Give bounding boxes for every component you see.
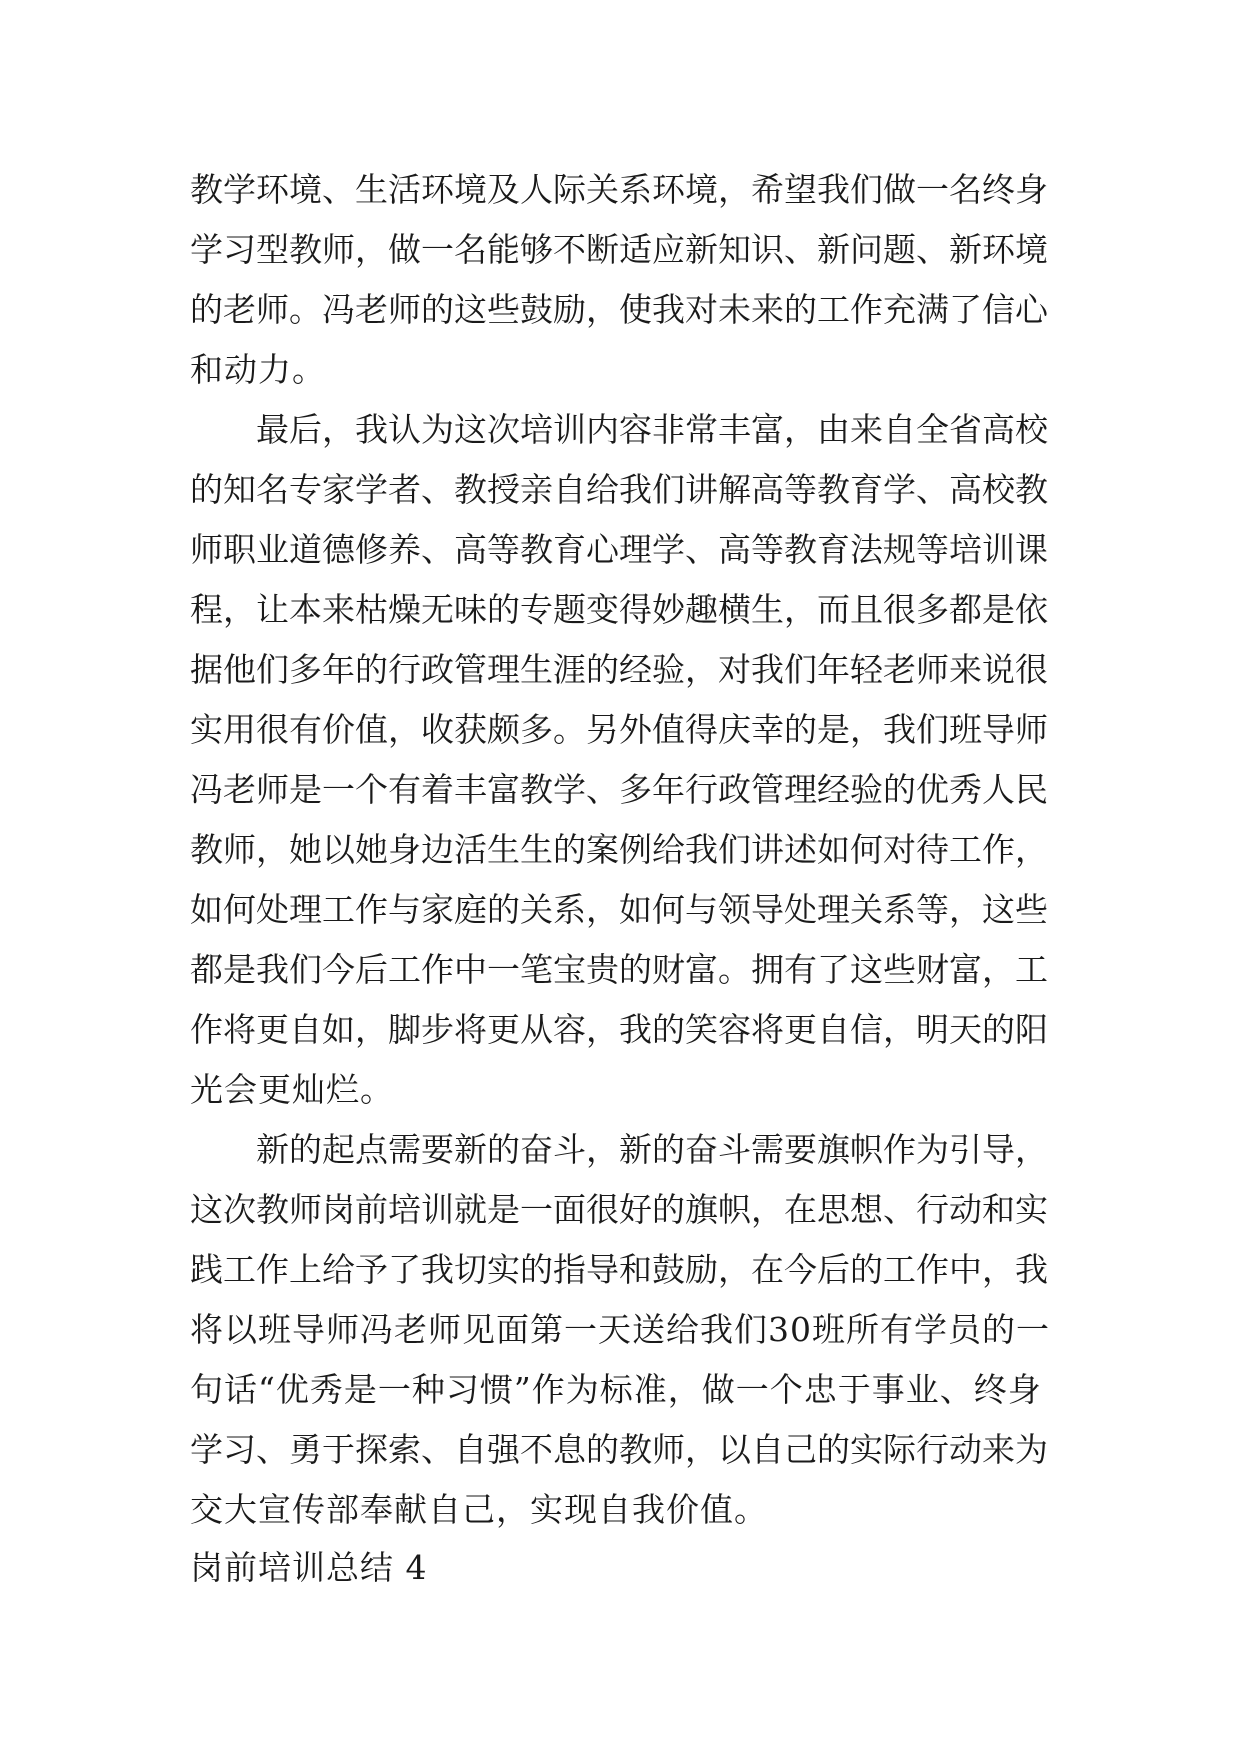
- text-line: 光会更灿烂。: [190, 1070, 394, 1109]
- text-line: 教师，她以她身边活生生的案例给我们讲述如何对待工作，: [190, 830, 1048, 869]
- text-line: 作将更自如，脚步将更从容，我的笑容将更自信，明天的阳: [190, 1010, 1048, 1049]
- text-line: 都是我们今后工作中一笔宝贵的财富。拥有了这些财富，工: [190, 950, 1048, 989]
- text-line: 师职业道德修养、高等教育心理学、高等教育法规等培训课: [190, 530, 1048, 569]
- text-line: 教学环境、生活环境及人际关系环境，希望我们做一名终身: [190, 170, 1048, 209]
- text-line: 这次教师岗前培训就是一面很好的旗帜，在思想、行动和实: [190, 1190, 1048, 1229]
- text-line: 将以班导师冯老师见面第一天送给我们30班所有学员的一: [190, 1310, 1050, 1349]
- text-line: 冯老师是一个有着丰富教学、多年行政管理经验的优秀人民: [190, 770, 1048, 809]
- text-line: 实用很有价值，收获颇多。另外值得庆幸的是，我们班导师: [190, 710, 1048, 749]
- paragraph-first-line: 最后，我认为这次培训内容非常丰富，由来自全省高校: [256, 410, 1048, 449]
- text-line: 的知名专家学者、教授亲自给我们讲解高等教育学、高校教: [190, 470, 1048, 509]
- text-line: 句话“优秀是一种习惯”作为标准，做一个忠于事业、终身: [190, 1370, 1042, 1409]
- text-line: 学习型教师，做一名能够不断适应新知识、新问题、新环境: [190, 230, 1048, 269]
- text-line: 和动力。: [190, 350, 326, 389]
- text-line: 的老师。冯老师的这些鼓励，使我对未来的工作充满了信心: [190, 290, 1048, 329]
- section-heading: 岗前培训总结 4: [190, 1548, 428, 1587]
- text-line: 交大宣传部奉献自己，实现自我价值。: [190, 1490, 768, 1529]
- paragraph-first-line: 新的起点需要新的奋斗，新的奋斗需要旗帜作为引导，: [256, 1130, 1048, 1169]
- text-line: 如何处理工作与家庭的关系，如何与领导处理关系等，这些: [190, 890, 1048, 929]
- text-line: 据他们多年的行政管理生涯的经验，对我们年轻老师来说很: [190, 650, 1048, 689]
- text-line: 程，让本来枯燥无味的专题变得妙趣横生，而且很多都是依: [190, 590, 1048, 629]
- text-line: 践工作上给予了我切实的指导和鼓励，在今后的工作中，我: [190, 1250, 1048, 1289]
- text-line: 学习、勇于探索、自强不息的教师，以自己的实际行动来为: [190, 1430, 1048, 1469]
